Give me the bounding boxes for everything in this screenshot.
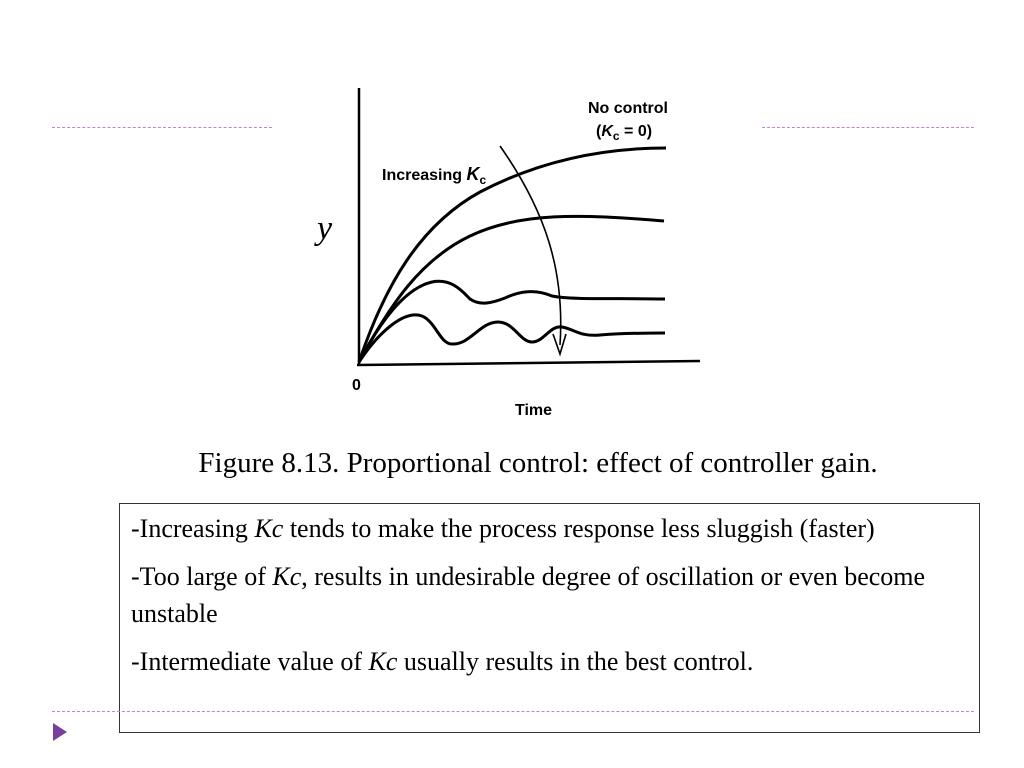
note-text: , results in undesirable degree of oscillation or even become unstable [131, 562, 926, 628]
note-text: tends to make the process response less sluggish (faster) [283, 514, 875, 543]
no-control-kc-sub: c [612, 129, 620, 143]
note-best-control [131, 643, 968, 680]
curve-medium-gain [359, 281, 665, 362]
note-text: usually results in the best control. [397, 647, 754, 676]
note-text: -Too large of [131, 562, 273, 591]
y-axis-label: y [317, 210, 333, 247]
x-axis-label: Time [515, 402, 553, 419]
curve-low-gain [359, 216, 664, 362]
note-kc: Kc [254, 514, 284, 543]
increasing-kc-sub: c [479, 173, 487, 187]
increasing-gain-arrow [500, 146, 561, 345]
notes-box [119, 503, 980, 733]
play-bullet-icon [52, 722, 68, 742]
note-text: -Intermediate value of [131, 647, 369, 676]
no-control-kc-value: = 0) [619, 123, 653, 140]
increasing-kc: K [466, 164, 480, 184]
note-kc: Kc [368, 647, 398, 676]
no-control-label-line2 [596, 123, 652, 143]
note-text: -Increasing [131, 514, 255, 543]
no-control-paren: ( [596, 123, 602, 140]
origin-label: 0 [352, 377, 361, 394]
increasing-text: Increasing [382, 167, 467, 184]
curve-high-gain [359, 315, 665, 362]
no-control-kc: K [601, 123, 613, 140]
note-oscillation [131, 558, 968, 632]
x-axis [357, 361, 700, 365]
note-kc: Kc [272, 562, 302, 591]
no-control-label-line1: No control [588, 100, 668, 117]
figure-caption: Figure 8.13. Proportional control: effect of controller gain. [198, 447, 878, 479]
divider-bottom [52, 711, 974, 712]
note-faster [131, 510, 968, 547]
increasing-kc-label [382, 164, 486, 187]
